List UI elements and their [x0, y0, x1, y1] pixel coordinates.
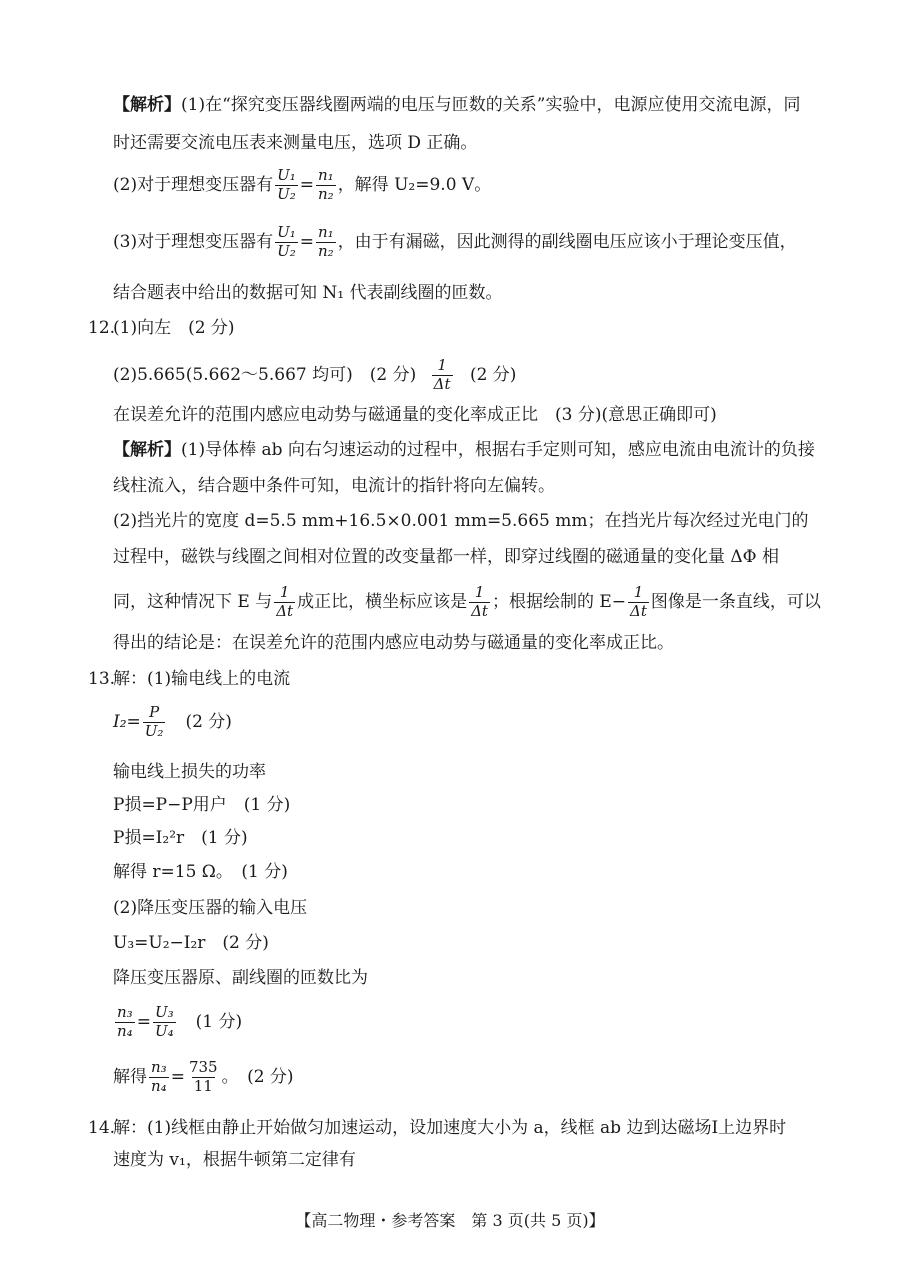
fraction-inline-2: $\frac{1}{\Delta t}$: [471, 583, 488, 620]
q13-text-ratio: 降压变压器原、副线圈的匝数比为: [113, 968, 368, 988]
q13-intro: 解：(1)输电线上的电流: [113, 669, 291, 689]
fraction-u1-u2: $\frac{\text{U₁}}{\text{U₂}}$: [277, 166, 296, 203]
q13-eq4: 解得 r=15 Ω。 (1 分): [113, 862, 288, 882]
fraction-u1-u2-b: $\frac{\text{U₁}}{\text{U₂}}$: [277, 223, 296, 260]
fraction-735-11: $\frac{735}{11}$: [188, 1058, 218, 1095]
q12-analysis-line5: 同，这种情况下 E 与 $\frac{1}{\Delta t}$ 成正比，横坐标应该是 $\frac{1}{\Delta t}$ ；根据绘制的 E− $\frac{1}{\Delta t}$ 图像是一条直线，可以: [113, 583, 821, 620]
fraction-p-over-u2: $\frac{P}{\text{U₂}}$: [144, 703, 164, 740]
fraction-inline-3: $\frac{1}{\Delta t}$: [630, 583, 647, 620]
q13-number: 13.: [88, 669, 116, 689]
q12-number: 12.: [88, 318, 116, 338]
fraction-n3-n4: $\frac{\text{n₃}}{\text{n₄}}$: [117, 1003, 133, 1040]
q11-part3: (3)对于理想变压器有 $\frac{\text{U₁}}{\text{U₂}}$ = $\frac{\text{n₁}}{\text{n₂}}$ ，由于有漏磁，因此测得的副线圈电压应该小于理论变压值，: [113, 223, 797, 260]
q12-analysis-line6: 得出的结论是：在误差允许的范围内感应电动势与磁通量的变化率成正比。: [113, 633, 674, 653]
fraction-one-over-dt: $\frac{1}{\Delta t}$: [433, 356, 451, 393]
q14-line2: 速度为 v₁，根据牛顿第二定律有: [113, 1150, 356, 1170]
page-footer: 【高二物理・参考答案 第 3 页(共 5 页)】: [295, 1211, 605, 1230]
fraction-n1-n2: $\frac{\text{n₁}}{\text{n₂}}$: [318, 166, 334, 203]
fraction-n3-n4-b: $\frac{\text{n₃}}{\text{n₄}}$: [151, 1058, 167, 1095]
fraction-n1-n2-b: $\frac{\text{n₁}}{\text{n₂}}$: [318, 223, 334, 260]
q11-part3-line2: 结合题表中给出的数据可知 N₁ 代表副线圈的匝数。: [113, 283, 503, 303]
fraction-inline-1: $\frac{1}{\Delta t}$: [276, 583, 294, 620]
q12-analysis-line4: 过程中，磁铁与线圈之间相对位置的改变量都一样，即穿过线圈的磁通量的变化量 ΔΦ 相: [113, 547, 780, 567]
q12-answer1: (1)向左 (2 分): [113, 318, 235, 338]
q12-analysis-line1: 【解析】(1)导体棒 ab 向右匀速运动的过程中，根据右手定则可知，感应电流由电流计的负接: [113, 440, 815, 460]
analysis-label: 【解析】: [113, 95, 181, 115]
q12-answer3: 在误差允许的范围内感应电动势与磁通量的变化率成正比 (3 分)(意思正确即可): [113, 405, 717, 425]
fraction-u3-u4: $\frac{\text{U₃}}{\text{U₄}}$: [154, 1003, 174, 1040]
q11-analysis-line2: 时还需要交流电压表来测量电压，选项 D 正确。: [113, 133, 478, 153]
q13-eq3: P损=I₂²r (1 分): [113, 828, 248, 848]
q13-eq7: 解得 $\frac{\text{n₃}}{\text{n₄}}$ = $\frac{735}{11}$ 。 (2 分): [113, 1058, 294, 1095]
q13-part2: (2)降压变压器的输入电压: [113, 898, 308, 918]
q11-part2: (2)对于理想变压器有 $\frac{\text{U₁}}{\text{U₂}}$ = $\frac{\text{n₁}}{\text{n₂}}$ ，解得 U₂=9.0 V。: [113, 166, 492, 203]
q13-eq6: $\frac{\text{n₃}}{\text{n₄}}$ = $\frac{\text{U₃}}{\text{U₄}}$ (1 分): [117, 1003, 243, 1040]
q13-eq5: U₃=U₂−I₂r (2 分): [113, 933, 269, 953]
q13-eq1: I₂= $\frac{P}{\text{U₂}}$ (2 分): [113, 703, 232, 740]
q12-answer2: (2)5.665(5.662～5.667 均可) (2 分) $\frac{1}{\Delta t}$ (2 分): [113, 356, 517, 393]
q14-number: 14.: [88, 1118, 116, 1138]
q11-analysis-line1: 【解析】(1)在“探究变压器线圈两端的电压与匝数的关系”实验中，电源应使用交流电源，同: [113, 95, 801, 115]
q13-text-loss: 输电线上损失的功率: [113, 762, 266, 782]
q14-line1: 解：(1)线框由静止开始做匀加速运动，设加速度大小为 a，线框 ab 边到达磁场Ⅰ上边界时: [113, 1118, 787, 1138]
q12-analysis-line3: (2)挡光片的宽度 d=5.5 mm+16.5×0.001 mm=5.665 mm；在挡光片每次经过光电门的: [113, 511, 809, 531]
q12-analysis-line2: 线柱流入，结合题中条件可知，电流计的指针将向左偏转。: [113, 476, 555, 496]
q13-eq2: P损=P−P用户 (1 分): [113, 795, 291, 815]
